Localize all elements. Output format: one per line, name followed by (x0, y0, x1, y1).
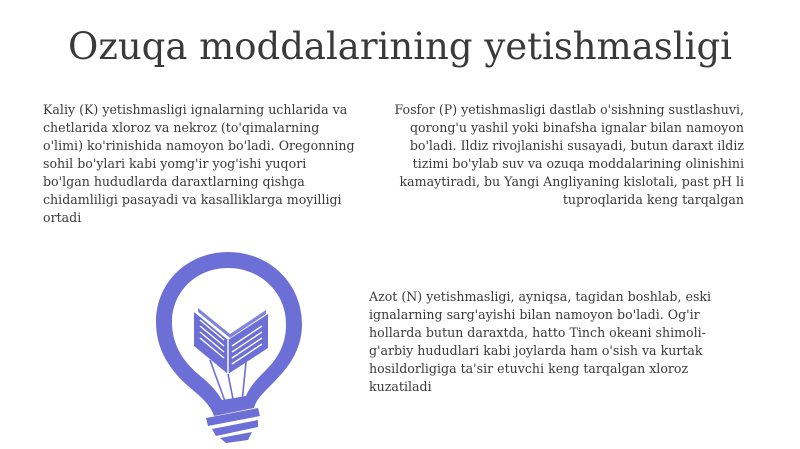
slide-title: Ozuqa moddalarining yetishmasligi (68, 24, 732, 68)
lightbulb-with-book-icon (150, 248, 310, 444)
phosphorus-paragraph: Fosfor (P) yetishmasligi dastlab o'sishning sustlashuvi, qorong'u yashil yoki binafsha ignalar bilan namoyon bo'ladi. Ildiz rivojlanishi susayadi, butun daraxt ildiz tizimi bo'ylab suv va ozuqa moddalarining olinishini kamaytiradi, bu Yangi Angliyaning kislotali, past pH li tuproqlarida keng tarqalgan (394, 102, 744, 207)
nitrogen-paragraph: Azot (N) yetishmasligi, ayniqsa, tagidan boshlab, eski ignalarning sarg'ayishi bilan namoyon bo'ladi. Og'ir hollarda butun daraxtda, hatto Tinch okeani shimoli-g'arbiy hududlari kabi joylarda ham o'sish va kurtak hosildorligiga ta'sir etuvchi keng tarqalgan xloroz kuzatiladi (369, 289, 712, 394)
potassium-paragraph: Kaliy (K) yetishmasligi ignalarning uchlarida va chetlarida xloroz va nekroz (to'qimalarning o'limi) ko'rinishida namoyon bo'ladi. Oregonning sohil bo'ylari kabi yomg'ir yog'ishi yuqori bo'lgan hududlarda daraxtlarning qishga chidamliligi pasayadi va kasalliklarga moyilligi ortadi (43, 102, 355, 225)
